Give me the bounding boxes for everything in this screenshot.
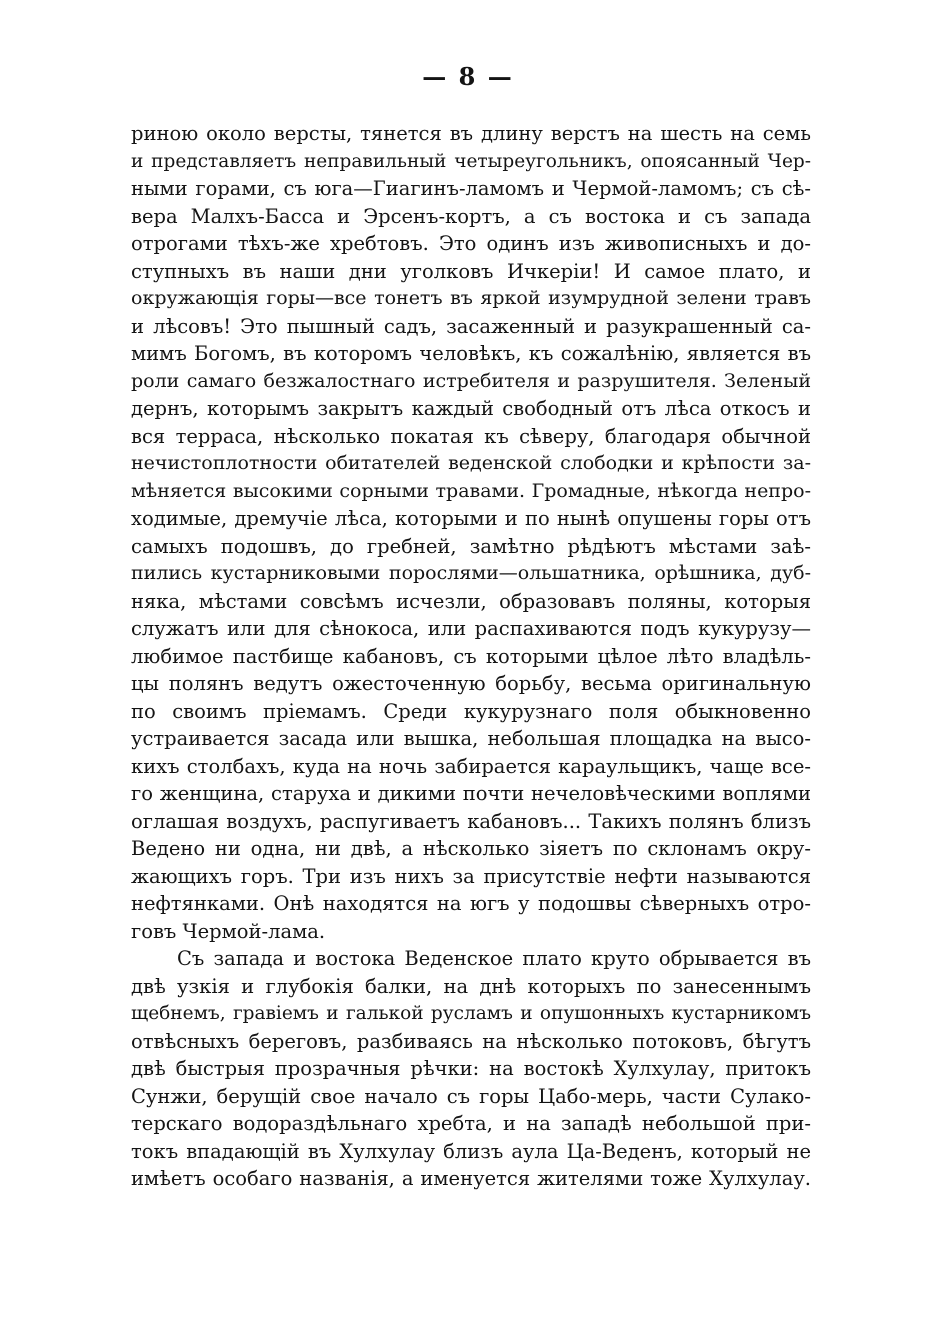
text-line: устраивается засада или вышка, небольшая площадка на высо-	[131, 727, 811, 750]
text-line: ходимые, дремучіе лѣса, которыми и по нынѣ опушены горы отъ	[131, 507, 811, 530]
text-line: двѣ узкія и глубокія балки, на днѣ которыхъ по занесеннымъ	[131, 974, 811, 998]
text-line: любимое пастбище кабановъ, съ которыми цѣлое лѣто владѣль-	[131, 644, 811, 668]
text-line: дернъ, которымъ закрытъ каждый свободный отъ лѣса откосъ и	[131, 397, 811, 420]
paragraph	[131, 945, 811, 1193]
text-line: ными горами, съ юга—Гиагинъ-ламомъ и Чермой-ламомъ; съ сѣ-	[131, 177, 811, 200]
text-line: пились кустарниковыми порослями—ольшатника, орѣшника, дуб-	[131, 562, 811, 584]
text-line: самыхъ подошвъ, до гребней, замѣтно рѣдѣютъ мѣстами заѣ-	[131, 534, 811, 558]
text-line: риною около версты, тянется въ длину верстъ на шесть на семь	[131, 122, 811, 145]
text-line: имѣетъ особаго названія, а именуется жителями тоже Хулхулау.	[131, 1167, 811, 1190]
paragraph	[131, 120, 811, 945]
text-line: говъ Чермой-лама.	[131, 919, 326, 943]
text-line: вера Малхъ-Басса и Эрсенъ-кортъ, а съ востока и съ запада	[131, 204, 811, 228]
text-line: ступныхъ въ наши дни уголковъ Ичкеріи! И самое плато, и	[131, 259, 811, 283]
text-line: мѣняется высокими сорными травами. Громадные, нѣкогда непро-	[131, 479, 811, 502]
text-line: терскаго водораздѣльнаго хребта, и на западѣ небольшой при-	[131, 1112, 811, 1135]
text-line: жающихъ горъ. Три изъ нихъ за присутствіе нефти называются	[131, 864, 811, 888]
text-line: токъ впадающій въ Хулхулау близъ аула Ца-Веденъ, который не	[131, 1139, 811, 1163]
text-line: отрогами тѣхъ-же хребтовъ. Это одинъ изъ живописныхъ и до-	[131, 232, 811, 255]
text-line: нефтянками. Онѣ находятся на югъ у подошвы сѣверныхъ отро-	[131, 892, 811, 915]
page-number: — 8 —	[422, 62, 514, 91]
text-line: окружающія горы—все тонетъ въ яркой изумрудной зелени травъ	[131, 287, 811, 309]
body-text	[131, 120, 811, 1193]
text-line: щебнемъ, гравіемъ и галькой русламъ и опушонныхъ кустарникомъ	[131, 1003, 811, 1024]
text-line: и лѣсовъ! Это пышный садъ, засаженный и разукрашенный са-	[131, 314, 811, 338]
text-line: вся терраса, нѣсколько покатая къ сѣверу, благодаря обычной	[131, 424, 811, 448]
text-line: и представляетъ неправильный четыреугольникъ, опоясанный Чер-	[131, 150, 811, 172]
text-line: Ведено ни одна, ни двѣ, а нѣсколько зіяетъ по склонамъ окру-	[131, 837, 811, 860]
text-line: нечистоплотности обитателей веденской слободки и крѣпости за-	[131, 452, 811, 474]
text-line: роли самаго безжалостнаго истребителя и разрушителя. Зеленый	[131, 369, 811, 392]
text-line: няка, мѣстами совсѣмъ исчезли, образовавъ поляны, которыя	[131, 589, 811, 613]
text-line: отвѣсныхъ береговъ, разбиваясь на нѣсколько потоковъ, бѣгутъ	[131, 1029, 811, 1053]
text-line: мимъ Богомъ, въ которомъ человѣкъ, къ сожалѣнію, является въ	[131, 342, 811, 365]
text-line: Съ запада и востока Веденское плато круто обрывается въ	[177, 947, 811, 970]
text-line: го женщина, старуха и дикими почти нечеловѣческими воплями	[131, 782, 811, 805]
text-line: служатъ или для сѣнокоса, или распахиваются подъ кукурузу—	[131, 617, 811, 640]
text-line: цы полянъ ведутъ ожесточенную борьбу, весьма оригинальную	[131, 672, 811, 695]
text-line: кихъ столбахъ, куда на ночь забирается караульщикъ, чаще все-	[131, 754, 811, 778]
text-line: Сунжи, берущій свое начало съ горы Цабо-мерь, части Сулако-	[131, 1084, 811, 1108]
text-line: по своимъ пріемамъ. Среди кукурузнаго поля обыкновенно	[131, 699, 811, 723]
text-line: оглашая воздухъ, распугиваетъ кабановъ... Такихъ полянъ близъ	[131, 809, 811, 833]
text-line: двѣ быстрыя прозрачныя рѣчки: на востокѣ Хулхулау, притокъ	[131, 1057, 811, 1080]
